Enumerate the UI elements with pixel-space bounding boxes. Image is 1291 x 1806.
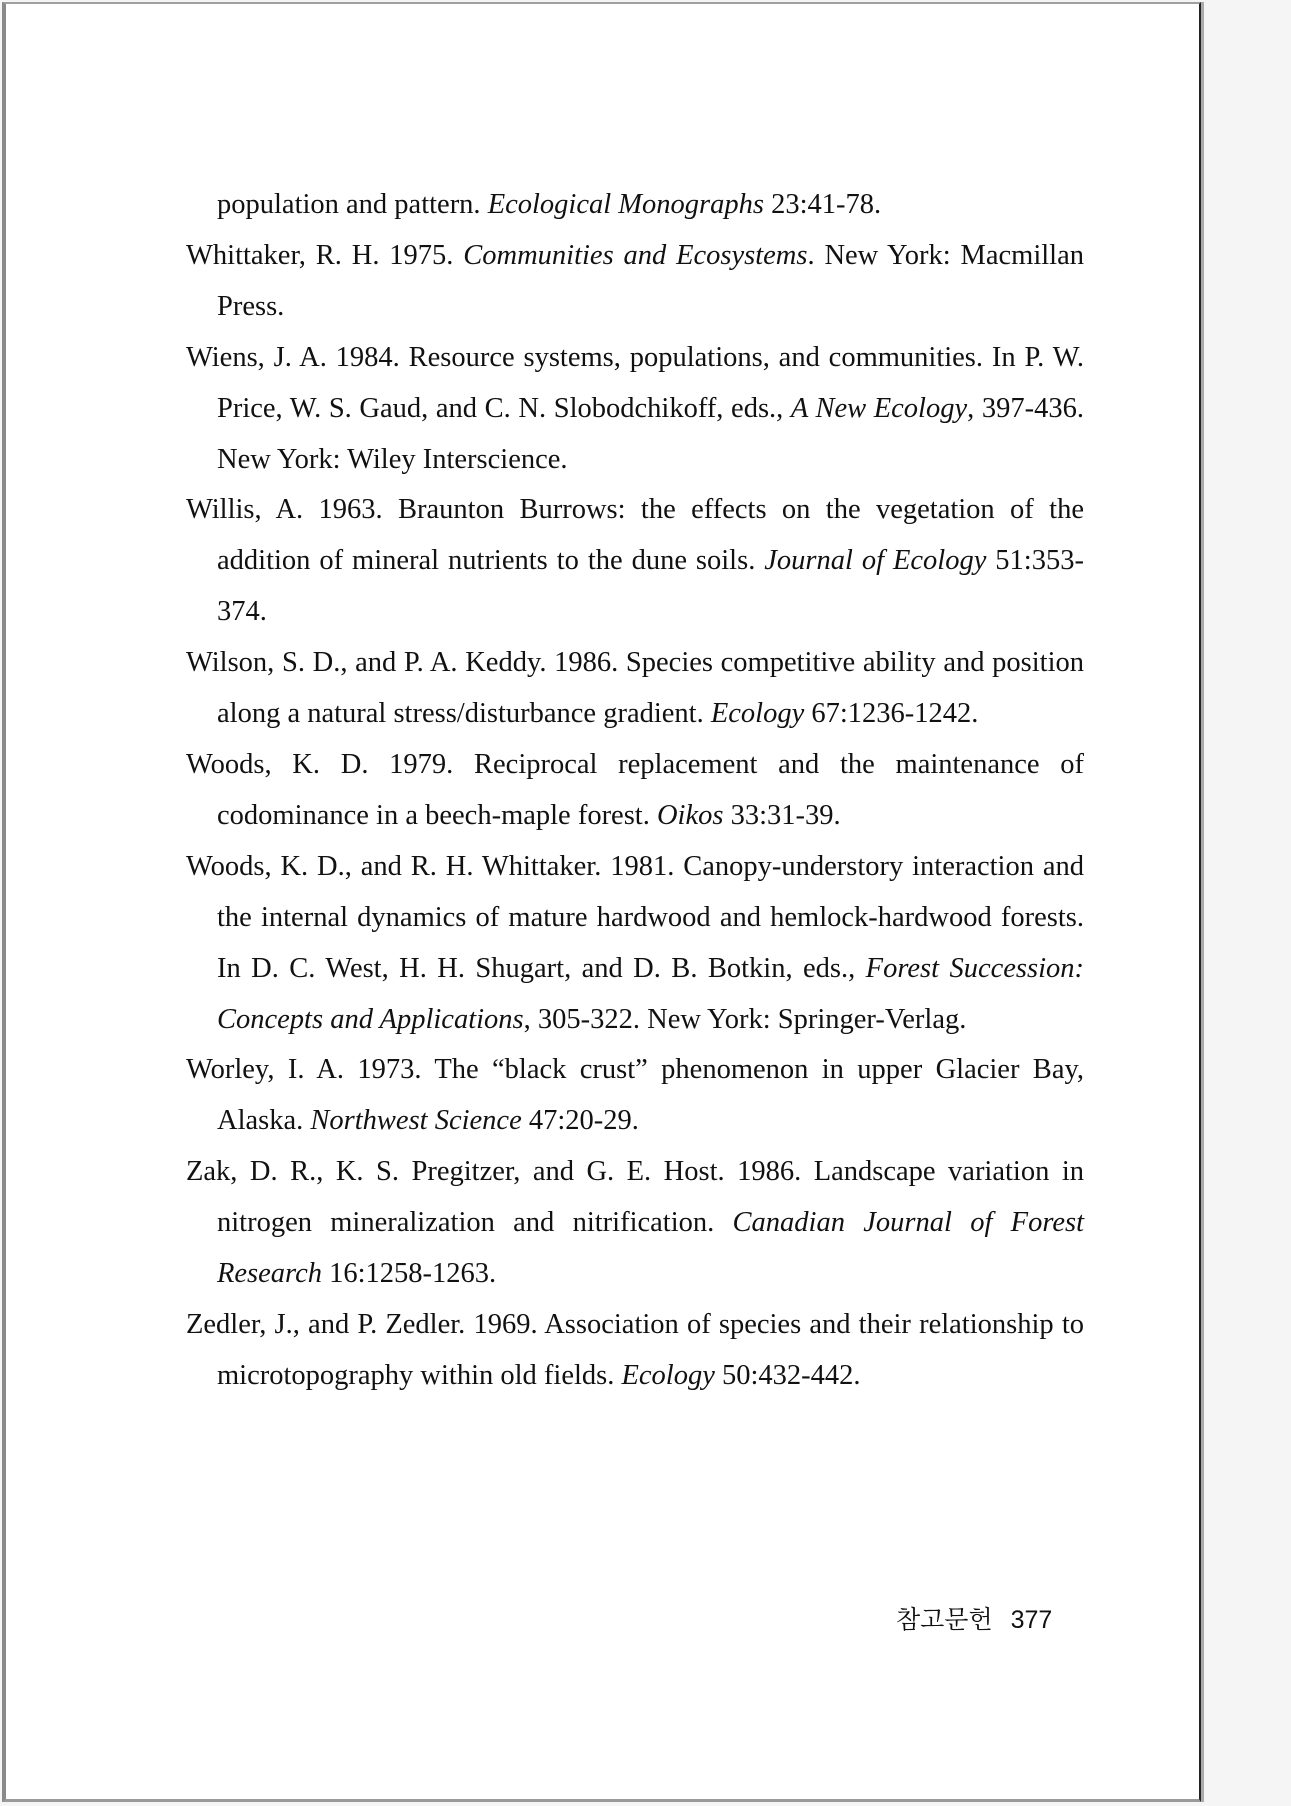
reference-text: Zedler, J., and P. Zedler. 1969. Association of species and their relationship to microtopography within old fields. [186, 1308, 1084, 1391]
reference-text: , 305-322. New York: Springer-Verlag. [523, 1003, 967, 1035]
reference-entry [186, 333, 1084, 486]
reference-title-italic: Northwest Science [310, 1105, 522, 1137]
reference-text: . New York: Macmillan Press. [217, 239, 1084, 322]
reference-entry [186, 842, 1084, 1046]
reference-title-italic: Communities and Ecosystems [463, 239, 808, 271]
reference-text: 50:432-442. [714, 1359, 861, 1391]
reference-title-italic: Ecological Monographs [487, 189, 764, 220]
reference-text: , 397-436. New York: Wiley Interscience. [217, 392, 1084, 475]
reference-title-italic: Canadian Journal of Forest Research [217, 1207, 1085, 1290]
document-page [2, 2, 1201, 1802]
reference-entry [186, 1045, 1084, 1147]
reference-text: Wilson, S. D., and P. A. Keddy. 1986. Species competitive ability and position along a natural stress/disturbance gradient. [186, 647, 1084, 730]
page-footer [896, 1600, 1052, 1636]
reference-text: Zak, D. R., K. S. Pregitzer, and G. E. Host. 1986. Landscape variation in nitrogen mineralization and nitrification. [186, 1156, 1084, 1239]
reference-entry [186, 180, 1084, 231]
reference-text: Wiens, J. A. 1984. Resource systems, populations, and communities. In P. W. Price, W. S. Gaud, and C. N. Slobodchikoff, eds., [186, 341, 1084, 424]
reference-text: 23:41-78. [763, 189, 882, 220]
reference-title-italic: Ecology [710, 698, 805, 730]
reference-text: 47:20-29. [521, 1105, 639, 1137]
section-title: 참고문헌 [896, 1606, 993, 1634]
reference-title-italic: Forest Succession: Concepts and Applications [217, 952, 1084, 1035]
reference-entry [186, 740, 1084, 842]
reference-title-italic: Ecology [621, 1359, 715, 1391]
reference-text: Woods, K. D. 1979. Reciprocal replacement and the maintenance of codominance in a beech-maple forest. [186, 748, 1084, 831]
reference-text: Worley, I. A. 1973. The “black crust” phenomenon in upper Glacier Bay, Alaska. [186, 1054, 1084, 1137]
reference-title-italic: Oikos [656, 799, 724, 831]
reference-entry [186, 231, 1084, 333]
reference-entry [186, 1300, 1084, 1402]
reference-text: Whittaker, R. H. 1975. [186, 239, 464, 271]
reference-title-italic: Journal of Ecology [764, 545, 987, 577]
reference-text: Woods, K. D., and R. H. Whittaker. 1981. Canopy-understory interaction and the internal dynamics of mature hardwood and hemlock-hardwood forests. In D. C. West, H. H. Shugart, and D. B. Botkin, eds., [186, 850, 1084, 984]
reference-text: population and pattern. [217, 189, 488, 220]
reference-list [186, 180, 1084, 1402]
reference-text: 16:1258-1263. [321, 1258, 497, 1290]
reference-entry [186, 485, 1084, 638]
page-number: 377 [1010, 1606, 1053, 1634]
reference-entry [186, 638, 1084, 740]
reference-entry [186, 1147, 1084, 1300]
reference-text: 67:1236-1242. [804, 698, 979, 730]
reference-text: 33:31-39. [723, 799, 841, 831]
reference-text: Willis, A. 1963. Braunton Burrows: the effects on the vegetation of the addition of mineral nutrients to the dune soils. [186, 494, 1084, 577]
reference-text: 51:353-374. [217, 545, 1084, 628]
reference-title-italic: A New Ecology [790, 392, 968, 424]
